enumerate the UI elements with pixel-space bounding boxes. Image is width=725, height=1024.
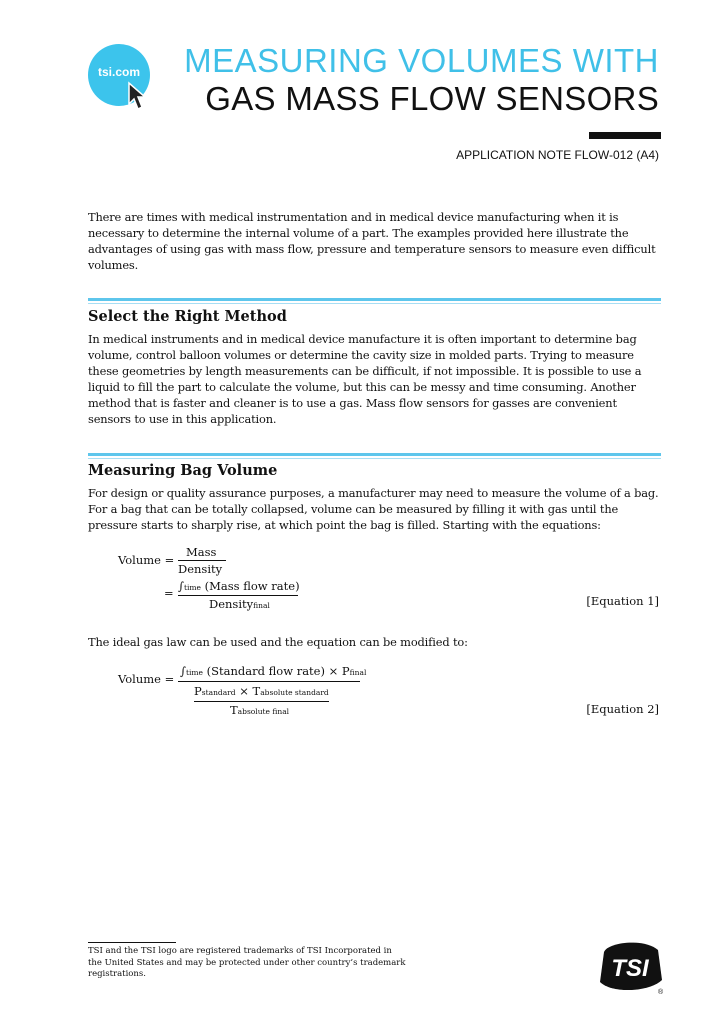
eq1-denominator-2: Densityfinal bbox=[209, 597, 270, 611]
section-heading-bag-volume: Measuring Bag Volume bbox=[88, 462, 278, 479]
section-body-method: In medical instruments and in medical device manufacture it is often important to determine bag volume, control balloon volumes or determine the cavity size in molded parts. Trying to measure these geometries by length measurements can be difficult, if not impossible. It is possible to use a liquid to fill the part to calculate the volume, but this can be messy and time consuming. Another method that is faster and cleaner is to use a gas. Mass flow sensors for gasses are convenient sensors to use in this application. bbox=[88, 332, 642, 426]
logo-text: tsi.com bbox=[97, 65, 140, 79]
tsi-logo-icon bbox=[594, 936, 666, 996]
section-divider bbox=[88, 453, 661, 456]
page-title-line2: GAS MASS FLOW SENSORS bbox=[205, 80, 659, 117]
eq1-fraction-bar-1 bbox=[178, 560, 226, 561]
eq2-fraction-bar-inner bbox=[194, 701, 329, 702]
section-body-bag-volume: For design or quality assurance purposes, a manufacturer may need to measure the volume of a bag. For a bag that can be totally collapsed, volume can be measured by filling it with gas until the pressure starts to sharply rise, at which point the bag is filled. Starting with the equations: bbox=[88, 486, 659, 532]
equation-2-label: [Equation 2] bbox=[586, 702, 659, 716]
section-divider bbox=[88, 298, 661, 301]
intro-paragraph: There are times with medical instrumentation and in medical device manufacturing when it is necessary to determine the internal volume of a part. The examples provided here illustrate the advantages of using gas with mass flow, pressure and temperature sensors to measure even difficult volumes. bbox=[88, 210, 656, 272]
trademark-footnote: TSI and the TSI logo are registered trademarks of TSI Incorporated in the United States and may be protected under other country’s trademark registrations. bbox=[88, 946, 406, 979]
title-underline-bar bbox=[589, 132, 661, 139]
registered-mark: ® bbox=[658, 989, 664, 996]
footnote-divider bbox=[88, 942, 176, 943]
eq1-fraction-bar-2 bbox=[178, 595, 298, 596]
eq1-numerator-2: ∫time (Mass flow rate) bbox=[178, 579, 300, 593]
eq2-numerator: ∫time (Standard flow rate) × Pfinal bbox=[180, 664, 367, 678]
section-divider-thin bbox=[88, 458, 661, 459]
ideal-gas-text: The ideal gas law can be used and the equation can be modified to: bbox=[88, 635, 468, 649]
eq1-lhs: Volume = bbox=[118, 553, 175, 567]
eq2-lhs: Volume = bbox=[118, 672, 175, 686]
page-title-line1: MEASURING VOLUMES WITH bbox=[184, 42, 659, 79]
tsi-logo-text: TSI bbox=[611, 955, 649, 982]
equation-1-label: [Equation 1] bbox=[586, 594, 659, 608]
eq2-denominator-top: Pstandard × Tabsolute standard bbox=[194, 684, 329, 698]
eq2-fraction-bar-main bbox=[178, 681, 360, 682]
eq2-denominator-bottom: Tabsolute final bbox=[230, 703, 290, 717]
eq1-equals: = bbox=[164, 586, 174, 600]
application-note-id: APPLICATION NOTE FLOW-012 (A4) bbox=[456, 148, 659, 162]
eq1-numerator-1: Mass bbox=[186, 545, 217, 559]
section-divider-thin bbox=[88, 303, 661, 304]
eq1-denominator-1: Density bbox=[178, 562, 223, 576]
section-heading-method: Select the Right Method bbox=[88, 308, 287, 325]
cursor-arrow-icon bbox=[126, 80, 152, 112]
